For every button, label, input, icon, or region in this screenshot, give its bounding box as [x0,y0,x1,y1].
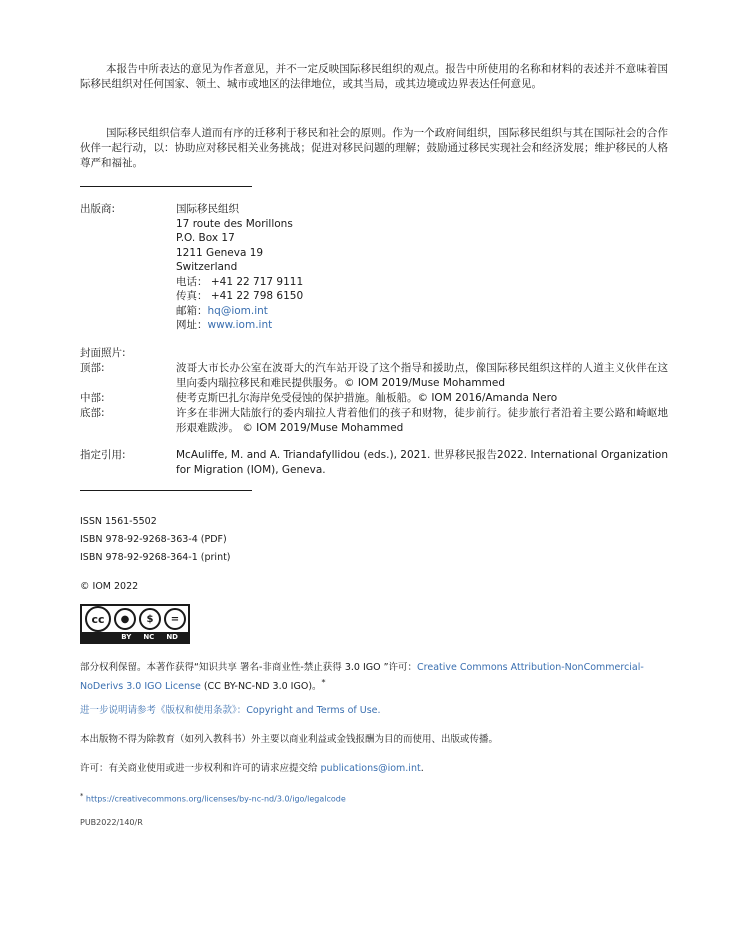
publisher-label: 出版商: [80,203,116,215]
publisher-address [176,202,668,333]
permission-email-link[interactable]: publications@iom.int [320,763,421,774]
publication-code: PUB2022/140/R [80,818,143,827]
rights-text-prefix: 部分权利保留。本著作获得“知识共享 署名-非商业性-禁止获得 3.0 IGO ”许可： [80,662,418,673]
cover-bottom-label: 底部: [80,407,105,419]
divider-2 [80,490,252,491]
cover-bottom-text: 许多在非洲大陆旅行的委内瑞拉人背着他们的孩子和财物，徒步前行。徒步旅行者沿着主要公路和崎岖地形艰难跋涉。 © IOM 2019/Muse Mohammed [176,407,668,434]
cc-icon: cc [85,606,111,632]
publisher-tel: 电话： +41 22 717 9111 [176,275,304,288]
footnote [80,789,668,807]
education-paragraph: 本出版物不得为除教育（如列入教科书）外主要以商业利益或金钱报酬为目的而使用、出版或传播。 [80,734,499,745]
publisher-city: 1211 Geneva 19 [176,246,264,259]
citation-label: 指定引用: [80,449,126,461]
email-link[interactable]: hq@iom.int [207,304,268,317]
cover-label: 封面照片: [80,347,126,359]
issn: ISSN 1561-5502 [80,516,157,527]
web-label: 网址： [176,319,208,331]
publisher-fax: 传真： +41 22 798 6150 [176,290,304,302]
publisher-web-line [176,318,668,333]
license-link[interactable]: Creative Commons Attribution-NonCommercial-NoDerivs 3.0 IGO License [80,662,644,693]
cc-by-label: BY [121,632,132,641]
footnote-ref: * [321,678,326,687]
cc-badge-icons [82,606,191,632]
nd-equal-icon: = [164,608,186,630]
isbn-print: ISBN 978-92-9268-364-1 (print) [80,552,231,563]
disclaimer-paragraph-2: 国际移民组织信奉人道而有序的迁移利于移民和社会的原则。作为一个政府间组织，国际移民组织与其在国际社会的合作伙伴一起行动，以：协助应对移民相关业务挑战；促进对移民问题的理解；鼓励通过移民实现社会和经济发展；维护移民的人格尊严和福祉。 [80,127,668,169]
publisher-email-line [176,304,668,319]
cc-badge-labels [82,632,188,642]
permission-paragraph [80,761,668,776]
isbn-pdf: ISBN 978-92-9268-363-4 (PDF) [80,534,227,545]
cc-nd-label: ND [166,632,178,641]
permission-suffix: . [420,763,424,774]
divider-1 [80,186,252,187]
nc-dollar-icon: $ [139,608,161,630]
publisher-name: 国际移民组织 [176,203,239,215]
web-link[interactable]: www.iom.int [207,319,273,331]
cc-nc-label: NC [143,632,155,641]
rights-text-suffix: (CC BY-NC-ND 3.0 IGO)。 [200,681,322,693]
footnote-url-link[interactable]: https://creativecommons.org/licenses/by-nc-nd/3.0/igo/legalcode [85,794,346,804]
disclaimer-paragraph-1: 本报告中所表达的意见为作者意见，并不一定反映国际移民组织的观点。报告中所使用的名称和材料的表述并不意味着国际移民组织对任何国家、领土、城市或地区的法律地位，或其当局，或其边境或边界表达任何意见。 [80,63,668,90]
citation-text: McAuliffe, M. and A. Triandafyllidou (eds.), 2021. 世界移民报告2022. International Organization for Migration (IOM), Geneva. [176,449,668,476]
cover-top-label: 顶部: [80,362,105,374]
terms-link[interactable]: Copyright and Terms of Use. [246,705,381,716]
permission-prefix: 许可：有关商业使用或进一步权利和许可的请求应提交给 [80,763,321,774]
copyright-notice: © IOM 2022 [80,581,139,592]
rights-paragraph [80,660,668,694]
email-label: 邮箱： [176,304,208,317]
by-person-icon: ● [114,608,136,630]
publisher-street: 17 route des Morillons [176,217,293,230]
identifiers-block [80,514,668,568]
cover-mid-label: 中部: [80,392,105,404]
cc-license-badge [80,604,190,644]
publisher-pobox: P.O. Box 17 [176,232,235,244]
cover-mid-text: 使考克斯巴扎尔海岸免受侵蚀的保护措施。舢板船。© IOM 2016/Amanda Nero [176,392,558,404]
terms-prefix: 进一步说明请参考《版权和使用条款》： [80,705,247,716]
terms-paragraph [80,703,668,718]
footnote-mark: * [80,792,84,800]
cover-top-text: 波哥大市长办公室在波哥大的汽车站开设了这个指导和援助点，像国际移民组织这样的人道主义伙伴在这里向委内瑞拉移民和难民提供服务。© IOM 2019/Muse Mohammed [176,362,668,389]
publisher-country: Switzerland [176,261,238,273]
